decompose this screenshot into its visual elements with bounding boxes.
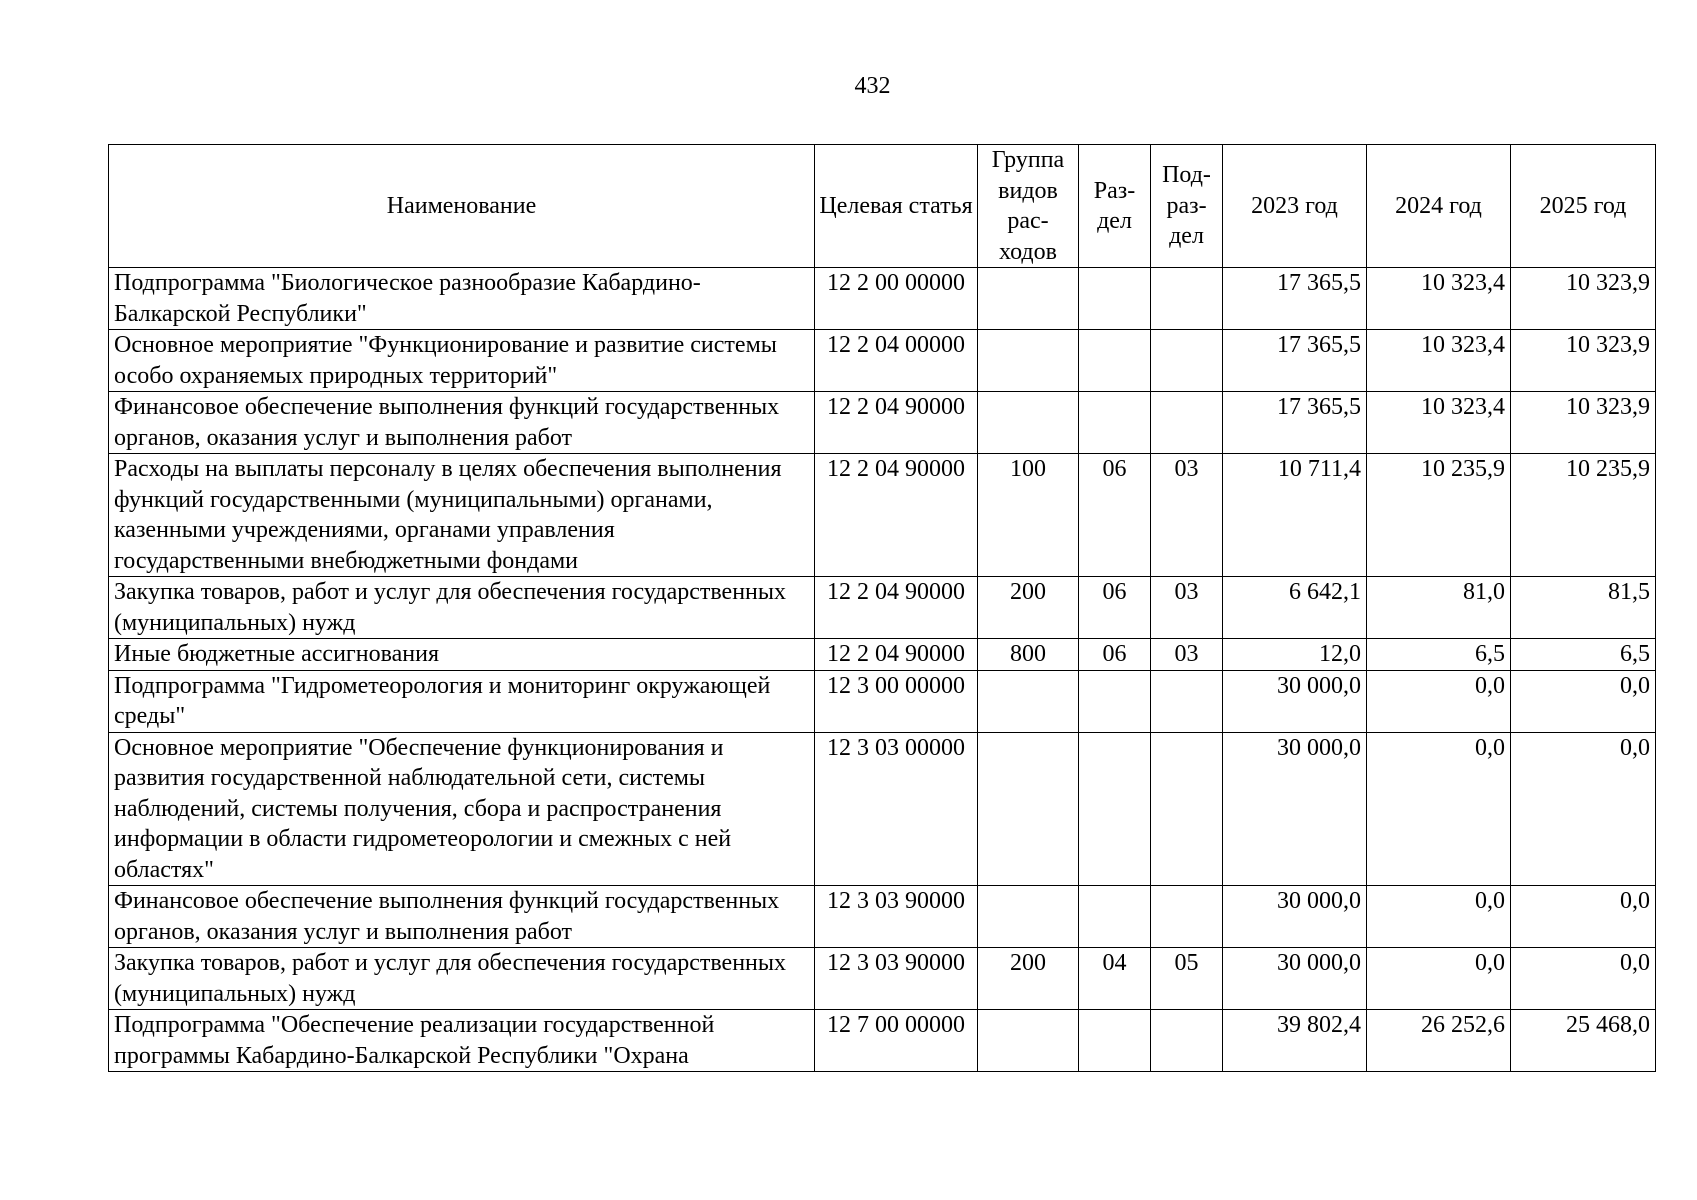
cell-name: Закупка товаров, работ и услуг для обеспечения государственных (муниципальных) нужд (109, 948, 815, 1010)
header-subsection: Под-раз-дел (1151, 145, 1223, 268)
cell-expense-group (978, 1010, 1079, 1072)
cell-2023: 17 365,5 (1223, 330, 1367, 392)
cell-2024: 0,0 (1367, 732, 1511, 886)
table-row (109, 639, 1656, 671)
header-row (109, 145, 1656, 268)
cell-2024: 10 235,9 (1367, 454, 1511, 577)
cell-target-article: 12 3 03 00000 (815, 732, 978, 886)
page-number: 432 (854, 73, 891, 99)
cell-2023: 30 000,0 (1223, 670, 1367, 732)
cell-name: Основное мероприятие "Функционирование и развитие системы особо охраняемых природных территорий" (109, 330, 815, 392)
cell-2024: 0,0 (1367, 886, 1511, 948)
cell-target-article: 12 2 04 00000 (815, 330, 978, 392)
cell-name: Расходы на выплаты персоналу в целях обеспечения выполнения функций государственными (муниципальными) органами, казенными учреждениями, органами управления государственными внебюджетными фондами (109, 454, 815, 577)
header-2023: 2023 год (1223, 145, 1367, 268)
cell-target-article: 12 3 03 90000 (815, 886, 978, 948)
cell-section: 06 (1079, 577, 1151, 639)
cell-expense-group (978, 732, 1079, 886)
header-section: Раз-дел (1079, 145, 1151, 268)
cell-2023: 12,0 (1223, 639, 1367, 671)
cell-2024: 0,0 (1367, 670, 1511, 732)
cell-expense-group (978, 670, 1079, 732)
table-row (109, 1010, 1656, 1072)
cell-name: Подпрограмма "Биологическое разнообразие Кабардино-Балкарской Республики" (109, 268, 815, 330)
cell-2025: 10 323,9 (1511, 330, 1656, 392)
cell-target-article: 12 7 00 00000 (815, 1010, 978, 1072)
table-row (109, 948, 1656, 1010)
cell-target-article: 12 2 04 90000 (815, 639, 978, 671)
cell-subsection (1151, 670, 1223, 732)
table-row (109, 886, 1656, 948)
cell-expense-group: 200 (978, 948, 1079, 1010)
cell-2023: 17 365,5 (1223, 268, 1367, 330)
cell-2025: 0,0 (1511, 732, 1656, 886)
cell-2024: 6,5 (1367, 639, 1511, 671)
cell-expense-group (978, 330, 1079, 392)
cell-target-article: 12 3 03 90000 (815, 948, 978, 1010)
cell-section (1079, 392, 1151, 454)
cell-section: 04 (1079, 948, 1151, 1010)
cell-section (1079, 1010, 1151, 1072)
cell-expense-group (978, 392, 1079, 454)
table-row (109, 577, 1656, 639)
cell-target-article: 12 2 00 00000 (815, 268, 978, 330)
cell-section (1079, 886, 1151, 948)
cell-expense-group (978, 268, 1079, 330)
cell-subsection (1151, 732, 1223, 886)
cell-2023: 30 000,0 (1223, 886, 1367, 948)
table-row (109, 268, 1656, 330)
cell-2023: 30 000,0 (1223, 732, 1367, 886)
header-2025: 2025 год (1511, 145, 1656, 268)
cell-2024: 0,0 (1367, 948, 1511, 1010)
table-row (109, 330, 1656, 392)
cell-expense-group (978, 886, 1079, 948)
cell-target-article: 12 2 04 90000 (815, 577, 978, 639)
cell-2023: 6 642,1 (1223, 577, 1367, 639)
cell-expense-group: 100 (978, 454, 1079, 577)
cell-target-article: 12 2 04 90000 (815, 392, 978, 454)
cell-2024: 81,0 (1367, 577, 1511, 639)
cell-2023: 30 000,0 (1223, 948, 1367, 1010)
cell-name: Подпрограмма "Гидрометеорология и мониторинг окружающей среды" (109, 670, 815, 732)
cell-2025: 10 323,9 (1511, 268, 1656, 330)
header-name: Наименование (109, 145, 815, 268)
table-row (109, 732, 1656, 886)
cell-2023: 39 802,4 (1223, 1010, 1367, 1072)
cell-section: 06 (1079, 454, 1151, 577)
header-2024: 2024 год (1367, 145, 1511, 268)
cell-name: Закупка товаров, работ и услуг для обеспечения государственных (муниципальных) нужд (109, 577, 815, 639)
table-row (109, 670, 1656, 732)
cell-2025: 6,5 (1511, 639, 1656, 671)
cell-name: Финансовое обеспечение выполнения функций государственных органов, оказания услуг и выполнения работ (109, 886, 815, 948)
cell-subsection (1151, 330, 1223, 392)
cell-2025: 0,0 (1511, 886, 1656, 948)
cell-expense-group: 200 (978, 577, 1079, 639)
header-target: Целевая статья (815, 145, 978, 268)
cell-2025: 25 468,0 (1511, 1010, 1656, 1072)
cell-2023: 10 711,4 (1223, 454, 1367, 577)
cell-2025: 10 323,9 (1511, 392, 1656, 454)
budget-table (108, 144, 1656, 1072)
cell-subsection (1151, 1010, 1223, 1072)
cell-2024: 26 252,6 (1367, 1010, 1511, 1072)
cell-2025: 81,5 (1511, 577, 1656, 639)
cell-2025: 0,0 (1511, 670, 1656, 732)
cell-subsection: 03 (1151, 577, 1223, 639)
cell-subsection (1151, 886, 1223, 948)
cell-2024: 10 323,4 (1367, 268, 1511, 330)
cell-name: Иные бюджетные ассигнования (109, 639, 815, 671)
table-row (109, 392, 1656, 454)
cell-name: Основное мероприятие "Обеспечение функционирования и развития государственной наблюдательной сети, системы наблюдений, системы получения, сбора и распространения информации в области гидрометеорологии и смежных с ней областях" (109, 732, 815, 886)
cell-name: Подпрограмма "Обеспечение реализации государственной программы Кабардино-Балкарской Республики "Охрана (109, 1010, 815, 1072)
cell-target-article: 12 2 04 90000 (815, 454, 978, 577)
cell-section (1079, 330, 1151, 392)
cell-2023: 17 365,5 (1223, 392, 1367, 454)
cell-target-article: 12 3 00 00000 (815, 670, 978, 732)
cell-2024: 10 323,4 (1367, 330, 1511, 392)
table-body (109, 268, 1656, 1072)
cell-subsection (1151, 268, 1223, 330)
cell-2024: 10 323,4 (1367, 392, 1511, 454)
cell-2025: 0,0 (1511, 948, 1656, 1010)
cell-subsection: 05 (1151, 948, 1223, 1010)
cell-subsection: 03 (1151, 639, 1223, 671)
cell-2025: 10 235,9 (1511, 454, 1656, 577)
cell-subsection: 03 (1151, 454, 1223, 577)
cell-section (1079, 670, 1151, 732)
cell-section (1079, 268, 1151, 330)
cell-expense-group: 800 (978, 639, 1079, 671)
header-group: Группа видов рас-ходов (978, 145, 1079, 268)
cell-name: Финансовое обеспечение выполнения функций государственных органов, оказания услуг и выполнения работ (109, 392, 815, 454)
cell-section: 06 (1079, 639, 1151, 671)
table-row (109, 454, 1656, 577)
cell-subsection (1151, 392, 1223, 454)
cell-section (1079, 732, 1151, 886)
